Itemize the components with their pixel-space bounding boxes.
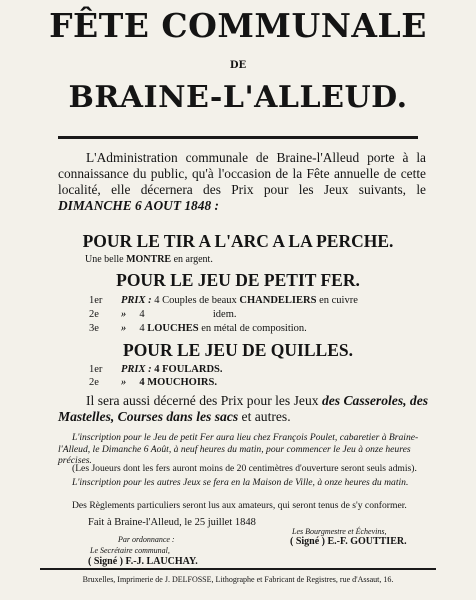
extra-text: Il sera aussi décerné des Prix pour les Jeux: [86, 393, 322, 408]
row-text: 4 FOULARDS.: [151, 364, 223, 375]
signature-left: ( Signé ) F.-J. LAUCHAY.: [88, 556, 198, 567]
extra-paragraph: [58, 393, 430, 425]
row-item: LOUCHES: [147, 323, 199, 334]
quilles-row-1: [89, 364, 223, 375]
prix-label: PRIX :: [121, 295, 152, 306]
note-text: Des Règlements particuliers seront lus aux amateurs, qui seront tenus de s'y conformer.: [72, 500, 407, 511]
rank: 1er: [89, 364, 103, 375]
divider-bottom: [40, 568, 436, 570]
fer-row-1: [89, 295, 358, 306]
prize-montre: [85, 254, 213, 265]
printer-line: Bruxelles, Imprimerie de J. DELFOSSE, Lithographe et Fabricant de Registres, rue d'Assaut, 16.: [82, 575, 394, 584]
row-text: 4 MOUCHOIRS.: [126, 377, 217, 388]
row-item: CHANDELIERS: [239, 295, 317, 306]
note-inscription-autres: [58, 477, 430, 489]
fer-row-2: [89, 309, 237, 320]
extra-italic: des Casseroles, des Mastelles, Courses dans les sacs: [58, 393, 429, 424]
rank: 2e: [89, 377, 99, 388]
divider-top: [58, 136, 418, 139]
prix-label: »: [121, 323, 127, 334]
extra-tail: et autres.: [238, 409, 291, 424]
heading-fer: POUR LE JEU DE PETIT FER.: [116, 270, 360, 290]
city-title: BRAINE-L'ALLEUD.: [68, 80, 408, 115]
note-reglements: [58, 500, 430, 512]
intro-paragraph: [58, 150, 426, 214]
row-text: 4: [126, 323, 148, 334]
signature-label-left-1: Par ordonnance :: [118, 535, 175, 544]
note-text: L'inscription pour le Jeu de petit Fer aura lieu chez François Poulet, cabaretier à Braine-l'Alleud, le Dimanche 6 Août, à neuf heures du matin, pour commencer le Jeu à onze heures précises.: [58, 432, 419, 466]
note-joueurs: [58, 463, 430, 475]
title-de: DE: [229, 60, 247, 71]
rank: 3e: [89, 323, 99, 334]
prize-prefix: Une belle: [85, 254, 127, 265]
prize-item: MONTRE: [126, 254, 172, 265]
heading-arc: POUR LE TIR A L'ARC A LA PERCHE.: [82, 231, 394, 251]
prix-label: »: [121, 377, 127, 388]
fer-row-3: [89, 323, 307, 334]
note-text: (Les Joueurs dont les fers auront moins de 20 centimètres d'ouverture seront seuls admis).: [72, 463, 417, 474]
row-text: 4: [126, 309, 145, 320]
row-text-b: en cuivre: [316, 295, 358, 306]
row-text-b: idem.: [144, 309, 237, 320]
heading-quilles: POUR LE JEU DE QUILLES.: [123, 340, 353, 360]
poster-title: FÊTE COMMUNALE: [49, 6, 427, 45]
rank: 2e: [89, 309, 99, 320]
signature-label-right: Les Bourgmestre et Échevins,: [292, 527, 387, 536]
rank: 1er: [89, 295, 103, 306]
note-inscription-fer: [58, 432, 430, 467]
note-text: L'inscription pour les autres Jeux se fera en la Maison de Ville, à onze heures du matin.: [72, 477, 409, 488]
row-text-b: en métal de composition.: [198, 323, 307, 334]
row-text: 4 Couples de beaux: [151, 295, 240, 306]
quilles-row-2: [89, 377, 217, 388]
signature-label-left-2: Le Secrétaire communal,: [90, 546, 170, 555]
intro-date: DIMANCHE 6 AOUT 1848 :: [58, 198, 219, 213]
prix-label: »: [121, 309, 127, 320]
intro-text: L'Administration communale de Braine-l'Alleud porte à la connaissance du public, qu'à l'occasion de la Fête annuelle de cette localité, elle décernera des Prix pour les Jeux suivants, le: [58, 150, 426, 197]
prix-label: PRIX :: [121, 364, 152, 375]
signature-right: ( Signé ) E.-F. GOUTTIER.: [290, 536, 407, 547]
date-line: Fait à Braine-l'Alleud, le 25 juillet 1848: [88, 517, 256, 528]
prize-suffix: en argent.: [171, 254, 213, 265]
